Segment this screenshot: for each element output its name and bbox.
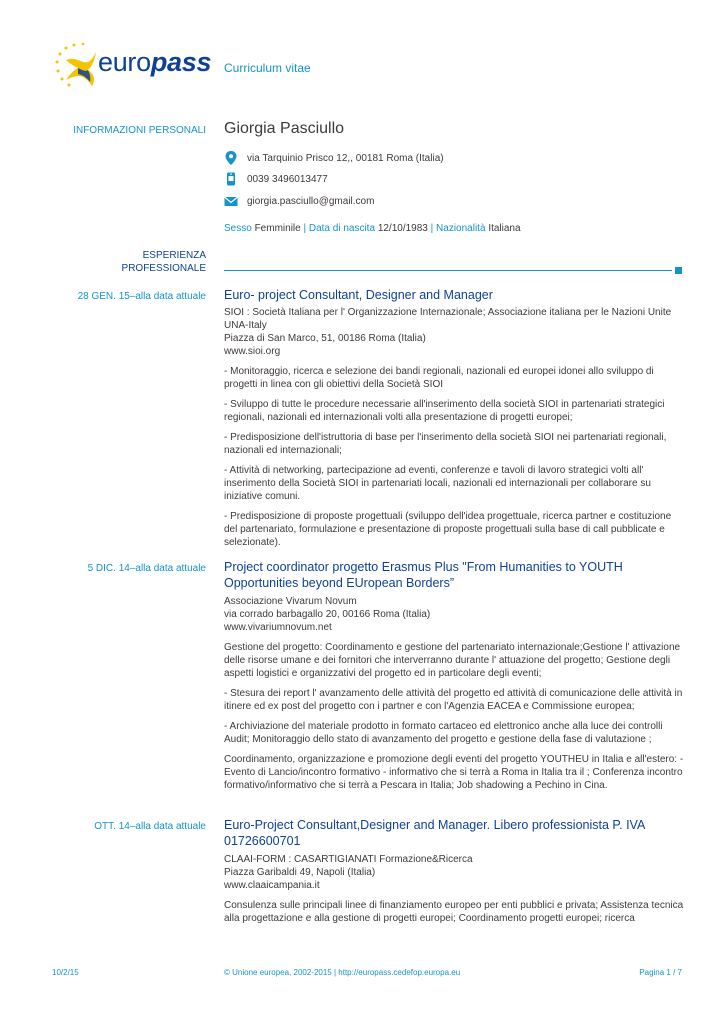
address-text: via Tarquinio Prisco 12,, 00181 Roma (Italia) [247, 153, 444, 164]
logo-wordmark [98, 45, 211, 80]
mobile-phone-icon [224, 172, 238, 186]
employer-website[interactable]: www.vivariumnovum.net [224, 621, 332, 633]
experience-section-label [0, 250, 206, 275]
employer-name: CLAAI-FORM : CASARTIGIANATI Formazione&Ricerca [224, 853, 473, 865]
cv-title: Curriculum vitae [224, 61, 311, 75]
job-title: Euro-Project Consultant,Designer and Manager. Libero professionista P. IVA 01726600701 [224, 818, 645, 849]
job-date: 5 DIC. 14–alla data attuale [87, 563, 206, 574]
separator: | [303, 223, 307, 234]
dob-value: 12/10/1983 [377, 223, 428, 234]
employer-address: Piazza Garibaldi 49, Napoli (Italia) [224, 866, 376, 878]
nationality-value: Italiana [488, 223, 521, 234]
job-description: Gestione del progetto: Coordinamento e gestione del partenariato internazionale;Gestione l' attivazione delle risorse umane e dei fornitori che interverranno durante l' attuazione del progetto; Gestione degli aspetti logistici e organizzativi del progetto ed in particolare degli eventi; [224, 641, 681, 679]
job-title: Project coordinator progetto Erasmus Plus "From Humanities to YOUTH Opportunities beyond EUropean Borders” [224, 560, 623, 591]
job-description: - Stesura dei report l' avanzamento delle attività del progetto ed attività di comunicazione delle attività in itinere ed ex post del progetto con i partner e con l'Agenzia EACEA e Commissione europea; [224, 687, 683, 712]
job-organization [224, 595, 684, 634]
personal-info-label: INFORMAZIONI PERSONALI [73, 125, 206, 136]
envelope-icon [224, 194, 238, 208]
job-entry [224, 287, 684, 549]
job-organization [224, 306, 684, 358]
employer-website[interactable]: www.claaicampania.it [224, 879, 320, 891]
job-entry [224, 559, 684, 792]
personal-details-line [224, 222, 684, 235]
job-description: - Attività di networking, partecipazione ad eventi, conferenze e tavoli di lavoro strategici volti all' inserimento della Società SIOI in partenariati locali, nazionali ed internazionali per collaborare su iniziative comuni. [224, 465, 651, 503]
job-description: - Predisposizione dell'istruttoria di base per l'inserimento della società SIOI nei partenariati regionali, nazionali ed internazionali; [224, 432, 667, 457]
section-divider [224, 270, 672, 271]
footer-copyright: © Unione europea, 2002-2015 | http://europass.cedefop.europa.eu [224, 968, 461, 977]
job-title: Euro- project Consultant, Designer and Manager [224, 288, 493, 302]
footer-date: 10/2/15 [52, 968, 79, 977]
logo-text-bold: pass [150, 47, 212, 77]
location-pin-icon [224, 151, 238, 165]
job-description: Consulenza sulle principali linee di finanziamento europeo per enti pubblici e privata; Assistenza tecnica alla progettazione e alla gestione di progetti europei; Coordinamento progetti europei; ricerca [224, 899, 684, 924]
job-description: - Predisposizione di proposte progettuali (sviluppo dell'idea progettuale, ricerca partner e costituzione del partenariato, formulazione e presentazione di proposte progettuali sulla base di call pubblicate e selezionate). [224, 511, 672, 549]
experience-label-line-2: PROFESSIONALE [121, 262, 206, 274]
separator: | [430, 223, 434, 234]
job-date: OTT. 14–alla data attuale [94, 821, 206, 832]
phone-text: 0039 3496013477 [247, 174, 328, 185]
job-organization [224, 853, 684, 892]
footer-page-number: Pagina 1 / 7 [639, 968, 682, 977]
job-description: - Monitoraggio, ricerca e selezione dei bandi regionali, nazionali ed europei idonei allo sviluppo di progetti in linea con gli obiettivi della Società SIOI [224, 366, 654, 391]
logo-figure [66, 52, 96, 86]
person-name: Giorgia Pasciullo [224, 120, 345, 137]
job-entry [224, 817, 684, 925]
sex-value: Femminile [254, 223, 301, 234]
logo-text-plain: euro [98, 47, 151, 77]
job-description: Coordinamento, organizzazione e promozione degli eventi del progetto YOUTHEU in Italia e all'estero: -Evento di Lancio/incontro formativo - informativo che si terrà a Roma in Italia tra il ; Conferenza incontro formativo/informativo che si terrà a Pescara in Italia; Job shadowing a Pechino in Cina. [224, 753, 684, 791]
employer-address: via corrado barbagallo 20, 00166 Roma (Italia) [224, 608, 431, 620]
job-description: - Archiviazione del materiale prodotto in formato cartaceo ed elettronico anche alla luce dei controlli Audit; Monitoraggio dello stato di avanzamento del progetto e gestione della fase di valutazione ; [224, 720, 663, 745]
employer-website[interactable]: www.sioi.org [224, 346, 281, 358]
job-description: - Sviluppo di tutte le procedure necessarie all'inserimento della società SIOI in partenariati strategici regionali, nazionali ed internazionali volti alla presentazione di progetti europei; [224, 399, 665, 424]
email-link[interactable]: giorgia.pasciullo@gmail.com [247, 196, 375, 207]
employer-name: SIOI : Società Italiana per l' Organizzazione Internazionale; Associazione italiana per le Nazioni Unite UNA-Italy [224, 307, 672, 332]
job-date: 28 GEN. 15–alla data attuale [77, 291, 206, 302]
nationality-label: Nazionalità [436, 223, 486, 234]
sex-label: Sesso [224, 223, 252, 234]
experience-label-line-1: ESPERIENZA [142, 250, 206, 261]
dob-label: Data di nascita [308, 223, 376, 234]
employer-name: Associazione Vivarum Novum [224, 595, 357, 607]
section-divider-marker [675, 267, 682, 274]
employer-address: Piazza di San Marco, 51, 00186 Roma (Italia) [224, 333, 426, 345]
